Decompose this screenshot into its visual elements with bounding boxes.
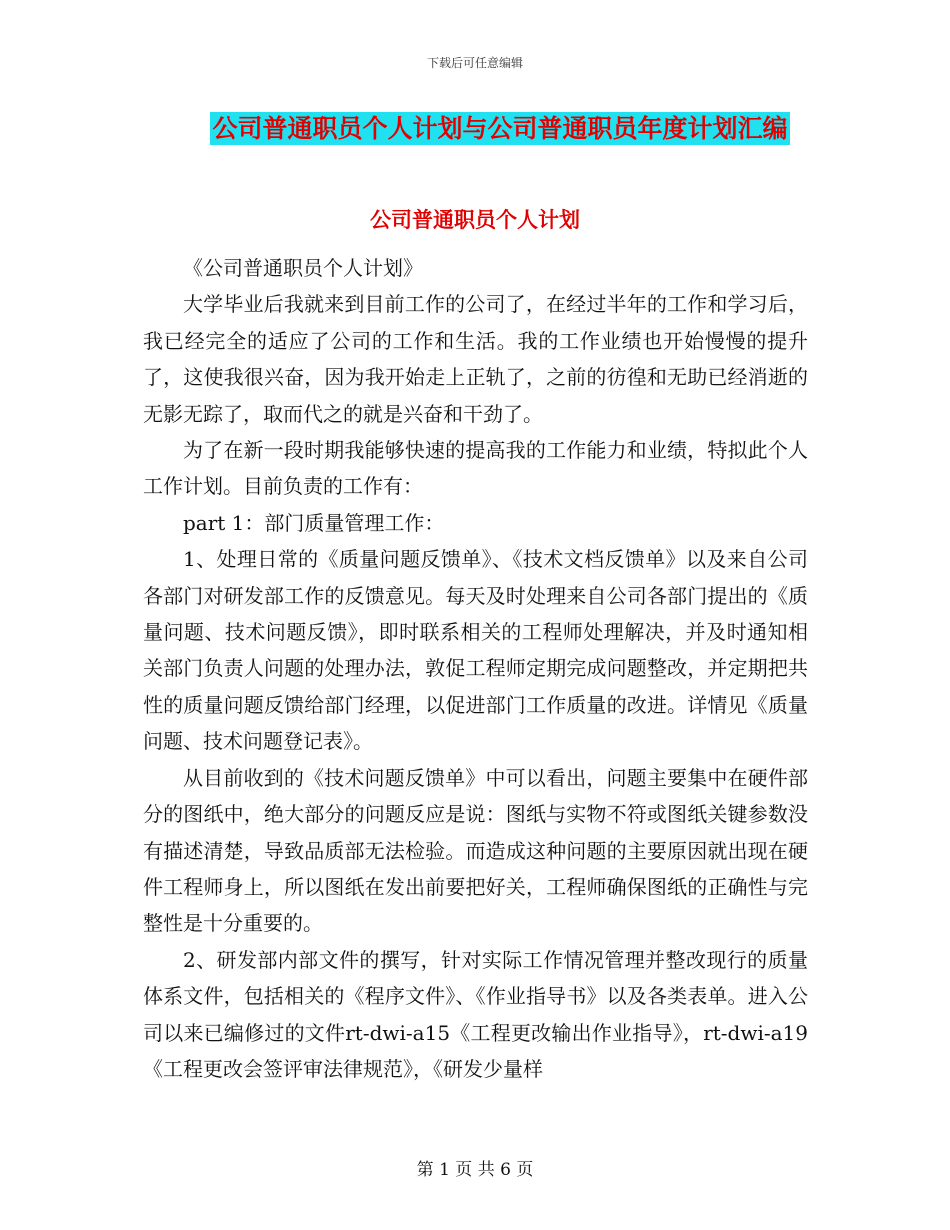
paragraph: 2、研发部内部文件的撰写，针对实际工作情况管理并整改现行的质量体系文件，包括相关的《程序文件》、《作业指导书》以及各类表单。进入公司以来已编修过的文件rt-dwi-a15《工程更改输出作业指导》，rt-dwi-a19《工程更改会签评审法律规范》，《研发少量样 [143,947,808,1081]
page-header-note: 下载后可任意编辑 [426,56,523,70]
paragraph: 为了在新一段时期我能够快速的提高我的工作能力和业绩，特拟此个人工作计划。目前负责的工作有： [143,438,808,499]
paragraph: part 1：部门质量管理工作： [183,510,445,535]
section-title: 公司普通职员个人计划 [370,208,580,232]
paragraph: 《公司普通职员个人计划》 [183,256,423,280]
document-body [143,250,808,1087]
paragraph: 1、处理日常的《质量问题反馈单》、《技术文档反馈单》以及来自公司各部门对研发部工作的反馈意见。每天及时处理来自公司各部门提出的《质量问题、技术问题反馈》，即时联系相关的工程师处理解决，并及时通知相关部门负责人问题的处理办法，敦促工程师定期完成问题整改，并定期把共性的质量问题反馈给部门经理，以促进部门工作质量的改进。详情见《质量问题、技术问题登记表》。 [143,547,808,754]
page-number-footer: 第 1 页 共 6 页 [416,1160,534,1180]
document-title: 公司普通职员个人计划与公司普通职员年度计划汇编 [212,114,788,143]
document-title-container [0,112,950,145]
paragraph: 大学毕业后我就来到目前工作的公司了，在经过半年的工作和学习后，我已经完全的适应了公司的工作和生活。我的工作业绩也开始慢慢的提升了，这使我很兴奋，因为我开始走上正轨了，之前的彷徨和无助已经消逝的无影无踪了，取而代之的就是兴奋和干劲了。 [143,292,808,426]
paragraph: 从目前收到的《技术问题反馈单》中可以看出，问题主要集中在硬件部分的图纸中，绝大部分的问题反应是说：图纸与实物不符或图纸关键参数没有描述清楚，导致品质部无法检验。而造成这种问题的主要原因就出现在硬件工程师身上，所以图纸在发出前要把好关，工程师确保图纸的正确性与完整性是十分重要的。 [143,765,808,936]
